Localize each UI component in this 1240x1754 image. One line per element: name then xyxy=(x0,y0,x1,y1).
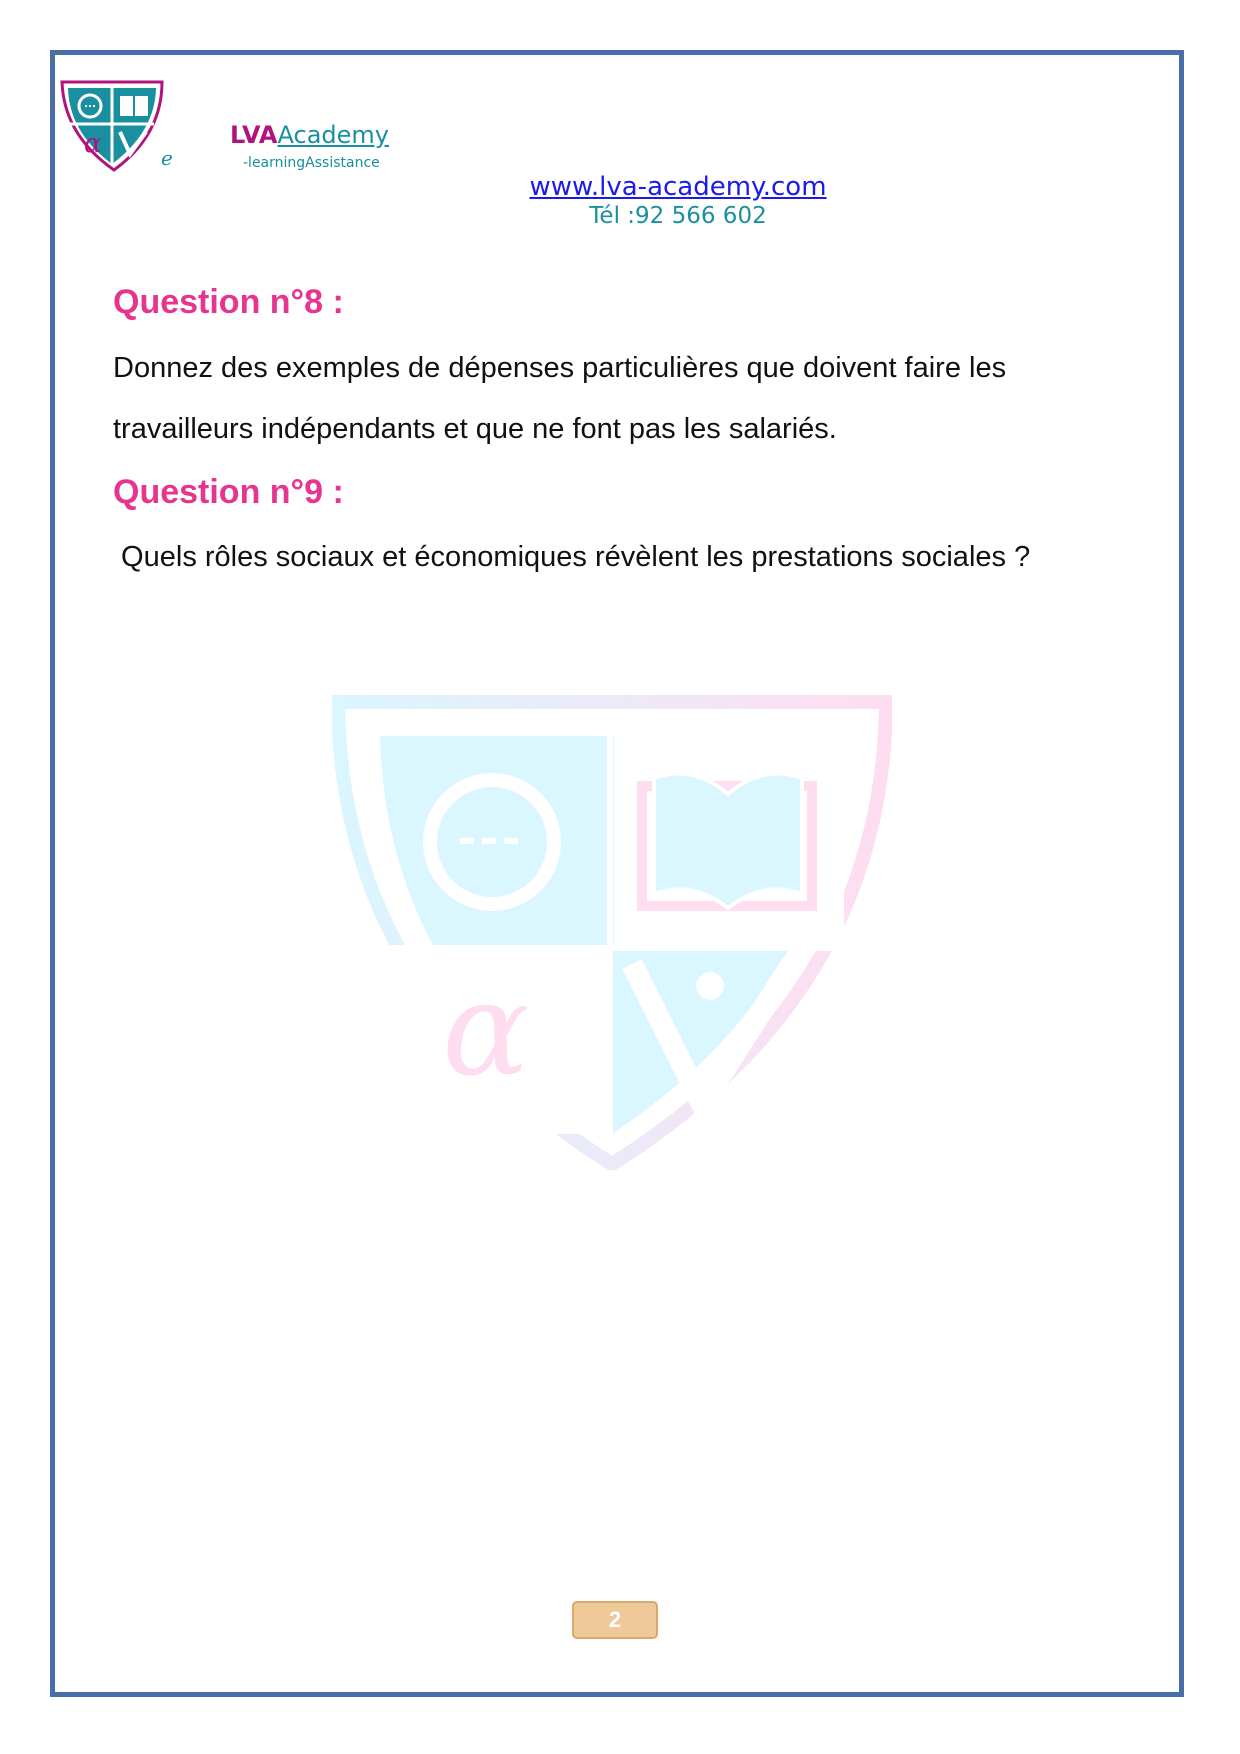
academy-shield-watermark-icon xyxy=(332,694,892,1170)
brand-name xyxy=(230,121,389,149)
brand-prefix-letter: e xyxy=(161,146,173,170)
phone-number: Tél :92 566 602 xyxy=(589,203,767,229)
question-9-line-1: Quels rôles sociaux et économiques révèlent les prestations sociales ? xyxy=(113,541,1031,573)
academy-shield-logo-icon xyxy=(58,80,166,172)
svg-text:α: α xyxy=(442,953,530,1105)
svg-text:α: α xyxy=(84,129,102,159)
website-link[interactable]: www.lva-academy.com xyxy=(529,172,827,202)
question-8-title: Question n°8 : xyxy=(113,283,344,321)
question-8-line-2: travailleurs indépendants et que ne font pas les salariés. xyxy=(113,413,837,445)
page-number: 2 xyxy=(572,1601,658,1639)
question-9-title: Question n°9 : xyxy=(113,473,344,511)
brand-subtitle: -learningAssistance xyxy=(243,155,380,171)
brand-lva: LVA xyxy=(230,121,278,149)
question-8-line-1: Donnez des exemples de dépenses particulières que doivent faire les xyxy=(113,352,1007,384)
brand-academy: Academy xyxy=(277,121,389,149)
